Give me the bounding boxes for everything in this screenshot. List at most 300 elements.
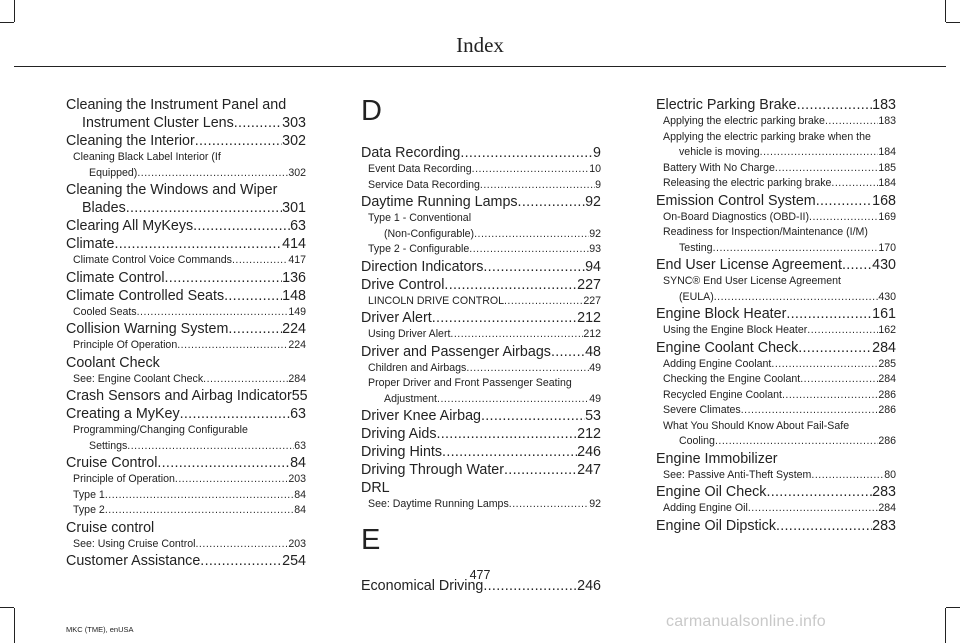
dot-leader [760, 145, 879, 161]
page-ref: 92 [589, 498, 601, 510]
index-subentry-line [361, 294, 601, 310]
page-ref: 414 [282, 236, 306, 252]
index-entry [66, 354, 306, 372]
entry-text: Type 1 [73, 488, 105, 501]
index-subentry-line [656, 290, 896, 306]
page-ref: 184 [878, 177, 896, 189]
index-entry [656, 339, 896, 357]
dot-leader [776, 517, 872, 535]
index-subentry-line [66, 305, 306, 321]
page-ref: 80 [884, 468, 896, 481]
crop-mark [14, 0, 15, 22]
index-entry [66, 181, 306, 217]
dot-leader [177, 338, 288, 354]
dot-leader [469, 242, 589, 258]
entry-text: See: Engine Coolant Check [73, 372, 204, 385]
index-entry [66, 269, 306, 287]
page-ref: 246 [577, 444, 601, 460]
index-subentry-line [656, 161, 896, 177]
index-column-1 [66, 96, 306, 570]
index-subentry [66, 423, 306, 454]
entry-text: Engine Oil Check [656, 484, 767, 500]
entry-text: Readiness for Inspection/Maintenance (I/M) [663, 226, 868, 238]
dot-leader [432, 309, 577, 327]
page-ref: 247 [577, 462, 601, 478]
entry-text: Event Data Recording [368, 163, 472, 175]
entry-text: On-Board Diagnostics (OBD-II) [663, 210, 810, 223]
index-subentry [361, 361, 601, 377]
index-subentry-line [656, 501, 896, 517]
page-ref: 184 [878, 146, 896, 158]
dot-leader [224, 287, 282, 305]
index-subentry-line [361, 178, 601, 194]
index-entry [361, 425, 601, 443]
entry-text: Customer Assistance [66, 553, 201, 569]
entry-text: See: Passive Anti-Theft System [663, 468, 812, 481]
entry-text: Using the Engine Block Heater [663, 324, 808, 336]
index-subentry-line [656, 130, 896, 146]
index-subentry-line [361, 392, 601, 408]
page-ref: 84 [290, 455, 306, 471]
page-ref: 93 [589, 243, 601, 255]
dot-leader [137, 166, 288, 182]
dot-leader [203, 372, 288, 388]
index-entry-line [361, 343, 601, 361]
dot-leader [771, 357, 878, 373]
entry-text: Principle Of Operation [73, 339, 178, 351]
entry-text: Recycled Engine Coolant [663, 388, 782, 401]
index-entry-line [66, 235, 306, 253]
page-ref: 303 [282, 115, 306, 131]
index-subentry-line [656, 225, 896, 241]
entry-text: Economical Driving [361, 577, 484, 594]
dot-leader [105, 488, 294, 504]
crop-mark [946, 22, 960, 23]
crop-mark [0, 607, 14, 608]
index-entry [656, 192, 896, 210]
entry-text: Drive Control [361, 276, 445, 293]
dot-leader [105, 503, 294, 519]
page-ref: 168 [872, 192, 896, 209]
dot-leader [504, 461, 577, 479]
index-entry-line [656, 305, 896, 323]
index-subentry-line [66, 372, 306, 388]
entry-text: Adding Engine Oil [663, 502, 748, 514]
page-ref: 49 [589, 392, 601, 405]
entry-text: Driver Alert [361, 310, 432, 326]
index-entry [656, 305, 896, 323]
index-subentry [656, 388, 896, 404]
entry-text: Climate Control [66, 269, 165, 286]
index-entry-line [66, 387, 306, 405]
page-ref: 417 [288, 254, 306, 266]
index-entry-line [361, 407, 601, 425]
dot-leader [228, 320, 282, 338]
index-subentry [656, 372, 896, 388]
index-subentry [361, 162, 601, 178]
page-ref: 84 [294, 504, 306, 516]
index-entry [361, 258, 601, 276]
entry-text: Testing [679, 241, 713, 254]
page-ref: 212 [577, 426, 601, 442]
index-entry-line [66, 132, 306, 150]
page-ref: 284 [878, 373, 896, 385]
entry-text: Children and Airbags [368, 361, 467, 374]
entry-text: Settings [89, 439, 128, 452]
page-ref: 286 [878, 435, 896, 447]
index-subentry-line [361, 327, 601, 343]
entry-text: Cleaning the Interior [66, 133, 195, 149]
page-ref: 55 [291, 388, 308, 404]
index-entry-line [66, 199, 306, 217]
dot-leader [157, 454, 290, 472]
index-subentry-line [66, 166, 306, 182]
index-entry [361, 443, 601, 461]
page-ref: 10 [589, 163, 601, 175]
index-entry [66, 217, 306, 235]
entry-text: Driver Knee Airbag [361, 408, 481, 424]
dot-leader [180, 405, 290, 423]
index-subentry-line [66, 488, 306, 504]
entry-text: What You Should Know About Fail-Safe [663, 419, 850, 432]
index-entry [361, 343, 601, 361]
index-entry-line [656, 517, 896, 535]
index-subentry-line [66, 537, 306, 553]
index-subentry-line [656, 323, 896, 339]
dot-leader [137, 305, 289, 321]
index-subentry [66, 150, 306, 181]
entry-text: Climate Control Voice Commands [73, 254, 232, 266]
entry-text: Engine Oil Dipstick [656, 517, 776, 534]
index-entry-line [66, 320, 306, 338]
index-subentry-line [66, 338, 306, 354]
page-ref: 302 [288, 166, 306, 179]
index-subentry [656, 274, 896, 305]
index-subentry-line [656, 176, 896, 192]
dot-leader [807, 323, 878, 339]
dot-leader [195, 132, 282, 150]
entry-text: Adjustment [384, 392, 437, 405]
index-entry [656, 517, 896, 535]
index-entry-line [361, 144, 601, 162]
index-subentry [656, 419, 896, 450]
index-subentry-line [656, 403, 896, 419]
page-ref: 285 [878, 357, 896, 370]
entry-text: Emission Control System [656, 192, 816, 209]
index-column-2-list [361, 144, 601, 513]
dot-leader [234, 114, 282, 132]
index-subentry-line [656, 114, 896, 130]
section-letter-d: D [361, 95, 382, 127]
page-ref: 227 [577, 276, 601, 293]
dot-leader [232, 253, 288, 269]
dot-leader [175, 472, 288, 488]
index-subentry-line [361, 227, 601, 243]
index-subentry [656, 210, 896, 226]
index-subentry [361, 242, 601, 258]
index-entry-line [361, 461, 601, 479]
index-entry [361, 407, 601, 425]
entry-text: Severe Climates [663, 404, 741, 416]
index-entry [361, 144, 601, 162]
index-entry [66, 287, 306, 305]
index-entry-line [66, 114, 306, 132]
dot-leader [460, 144, 593, 162]
entry-text: Service Data Recording [368, 178, 480, 191]
dot-leader [831, 176, 878, 192]
page-ref: 148 [282, 287, 306, 304]
index-subentry [66, 488, 306, 504]
index-subentry-line [656, 145, 896, 161]
page-ref: 53 [585, 408, 601, 424]
entry-text: Type 2 [73, 504, 105, 516]
entry-heading: Cruise control [66, 519, 155, 536]
index-entry [66, 320, 306, 338]
entry-text: Using Driver Alert [368, 328, 451, 340]
index-subentry-line [361, 242, 601, 258]
dot-leader [444, 276, 577, 294]
index-entry [361, 309, 601, 327]
index-subentry [66, 537, 306, 553]
index-subentry [656, 130, 896, 161]
index-subentry-line [66, 472, 306, 488]
entry-text: Engine Coolant Check [656, 339, 799, 356]
entry-text: (EULA) [679, 290, 714, 303]
dot-leader [811, 468, 884, 484]
entry-text: LINCOLN DRIVE CONTROL [368, 294, 504, 307]
entry-text: Type 2 - Configurable [368, 243, 470, 255]
index-entry [656, 256, 896, 274]
page-ref: 92 [589, 227, 601, 240]
dot-leader [798, 339, 872, 357]
page-ref: 63 [294, 439, 306, 452]
index-subentry-line [361, 361, 601, 377]
page-ref: 212 [583, 328, 601, 340]
page-number: 477 [469, 568, 491, 582]
page-ref: 203 [288, 473, 306, 485]
index-subentry-line [66, 150, 306, 166]
index-entry [66, 132, 306, 150]
entry-text: Clearing All MyKeys [66, 218, 194, 234]
page-ref: 92 [585, 194, 601, 210]
index-subentry-line [656, 274, 896, 290]
page-ref: 224 [282, 321, 306, 337]
entry-text: Cleaning the Instrument Panel and [66, 97, 287, 113]
entry-text: Checking the Engine Coolant [663, 373, 801, 385]
index-subentry [66, 338, 306, 354]
entry-text: Applying the electric parking brake [663, 115, 825, 127]
index-entry-line [656, 483, 896, 501]
entry-text: Cleaning Black Label Interior (If [73, 151, 221, 163]
index-entry-line [361, 309, 601, 327]
index-subentry [361, 294, 601, 310]
page-ref: 430 [872, 257, 896, 273]
index-subentry [361, 327, 601, 343]
index-entry-line [656, 339, 896, 357]
index-entry-line [66, 96, 306, 114]
index-subentry [656, 357, 896, 373]
index-subentry-line [656, 434, 896, 450]
dot-leader [786, 305, 872, 323]
index-subentry-line [361, 211, 601, 227]
page-ref: 183 [878, 115, 896, 127]
dot-leader [782, 388, 878, 404]
dot-leader [825, 114, 878, 130]
entry-heading: Engine Immobilizer [656, 450, 778, 467]
entry-text: See: Using Cruise Control [73, 537, 196, 550]
page-ref: 284 [288, 372, 306, 385]
entry-heading: Coolant Check [66, 354, 160, 371]
dot-leader [842, 256, 872, 274]
index-subentry [656, 114, 896, 130]
index-entry-line [656, 96, 896, 114]
entry-text: Proper Driver and Front Passenger Seating [368, 377, 572, 389]
dot-leader [442, 443, 577, 461]
index-subentry [361, 178, 601, 194]
page-ref: 162 [878, 324, 896, 336]
page-ref: 284 [878, 502, 896, 514]
dot-leader [481, 407, 585, 425]
index-subentry [66, 372, 306, 388]
model-footer: MKC (TME), enUSA [66, 625, 134, 634]
entry-text: Driving Aids [361, 426, 437, 442]
entry-text: Blades [82, 200, 126, 216]
dot-leader [800, 372, 878, 388]
index-subentry [66, 305, 306, 321]
page-ref: 63 [290, 218, 306, 234]
entry-text: Battery With No Charge [663, 161, 775, 174]
index-entry [66, 387, 306, 405]
entry-text: Principle of Operation [73, 473, 175, 485]
index-subentry-line [656, 388, 896, 404]
index-entry-line [66, 454, 306, 472]
index-subentry-line [656, 372, 896, 388]
dot-leader [480, 178, 595, 194]
entry-text: See: Daytime Running Lamps [368, 498, 509, 510]
index-entry [361, 276, 601, 294]
crop-mark [945, 608, 946, 643]
dot-leader [775, 161, 878, 177]
entry-text: Applying the electric parking brake when the [663, 130, 871, 143]
entry-text: Driving Hints [361, 444, 443, 460]
page-ref: 84 [294, 488, 306, 501]
dot-leader [748, 501, 879, 517]
index-subentry-line [66, 253, 306, 269]
dot-leader [809, 210, 878, 226]
index-entry-line [66, 269, 306, 287]
entry-text: Driver and Passenger Airbags [361, 343, 551, 360]
header-rule [14, 66, 946, 67]
page-ref: 48 [585, 343, 601, 360]
index-entry [66, 519, 306, 537]
dot-leader [714, 290, 879, 306]
index-entry-line [361, 425, 601, 443]
dot-leader [713, 241, 879, 257]
index-subentry-line [656, 468, 896, 484]
index-subentry [656, 323, 896, 339]
page-ref: 9 [595, 178, 601, 191]
page-ref: 185 [878, 161, 896, 174]
index-subentry [361, 211, 601, 242]
entry-text: Releasing the electric parking brake [663, 177, 832, 189]
page-title: Index [456, 33, 504, 57]
dot-leader [504, 294, 583, 310]
entry-text: Driving Through Water [361, 462, 505, 478]
index-entry [361, 461, 601, 479]
page-ref: 170 [878, 241, 896, 254]
dot-leader [195, 537, 288, 553]
page-ref: 169 [878, 210, 896, 223]
dot-leader [436, 425, 577, 443]
dot-leader [518, 193, 586, 211]
index-subentry [656, 501, 896, 517]
index-entry-line [66, 181, 306, 199]
index-entry [361, 193, 601, 211]
dot-leader [193, 217, 290, 235]
entry-text: vehicle is moving [679, 146, 760, 158]
entry-text: Cleaning the Windows and Wiper [66, 182, 278, 198]
index-subentry-line [656, 357, 896, 373]
index-entry-line [66, 217, 306, 235]
index-subentry-line [361, 376, 601, 392]
index-subentry-line [361, 162, 601, 178]
index-entry-line [361, 258, 601, 276]
page-ref: 246 [577, 577, 601, 594]
page-ref: 286 [878, 388, 896, 401]
dot-leader [483, 258, 585, 276]
entry-text: Climate [66, 236, 115, 252]
index-column-2 [361, 96, 601, 595]
index-subentry-line [66, 503, 306, 519]
page-ref: 9 [593, 145, 601, 161]
crop-mark [945, 0, 946, 22]
entry-text: End User License Agreement [656, 257, 842, 273]
index-subentry [66, 503, 306, 519]
entry-text: Climate Controlled Seats [66, 287, 225, 304]
index-subentry-line [656, 419, 896, 435]
page-ref: 161 [872, 306, 896, 322]
entry-text: Cooling [679, 435, 715, 447]
page-ref: 227 [583, 294, 601, 307]
dot-leader [741, 403, 879, 419]
entry-text: Instrument Cluster Lens [82, 115, 234, 131]
index-subentry [66, 253, 306, 269]
index-entry-line [361, 193, 601, 211]
index-entry-line [361, 276, 601, 294]
page-ref: 254 [282, 553, 306, 569]
crop-mark [0, 22, 14, 23]
index-subentry [656, 403, 896, 419]
index-subentry-line [656, 210, 896, 226]
index-entry [66, 405, 306, 423]
index-subentry-line [66, 423, 306, 439]
dot-leader [797, 96, 873, 114]
dot-leader [551, 343, 585, 361]
page-ref: 183 [872, 97, 896, 113]
page-ref: 63 [290, 406, 306, 422]
index-subentry [361, 376, 601, 407]
index-subentry [656, 176, 896, 192]
dot-leader [437, 392, 589, 408]
page-ref: 284 [872, 339, 896, 356]
dot-leader [127, 439, 294, 455]
page-ref: 301 [282, 200, 306, 216]
entry-text: Engine Block Heater [656, 306, 787, 322]
crop-mark [946, 607, 960, 608]
entry-text: Type 1 - Conventional [368, 212, 472, 224]
page-ref: 286 [878, 404, 896, 416]
index-entry [656, 450, 896, 468]
